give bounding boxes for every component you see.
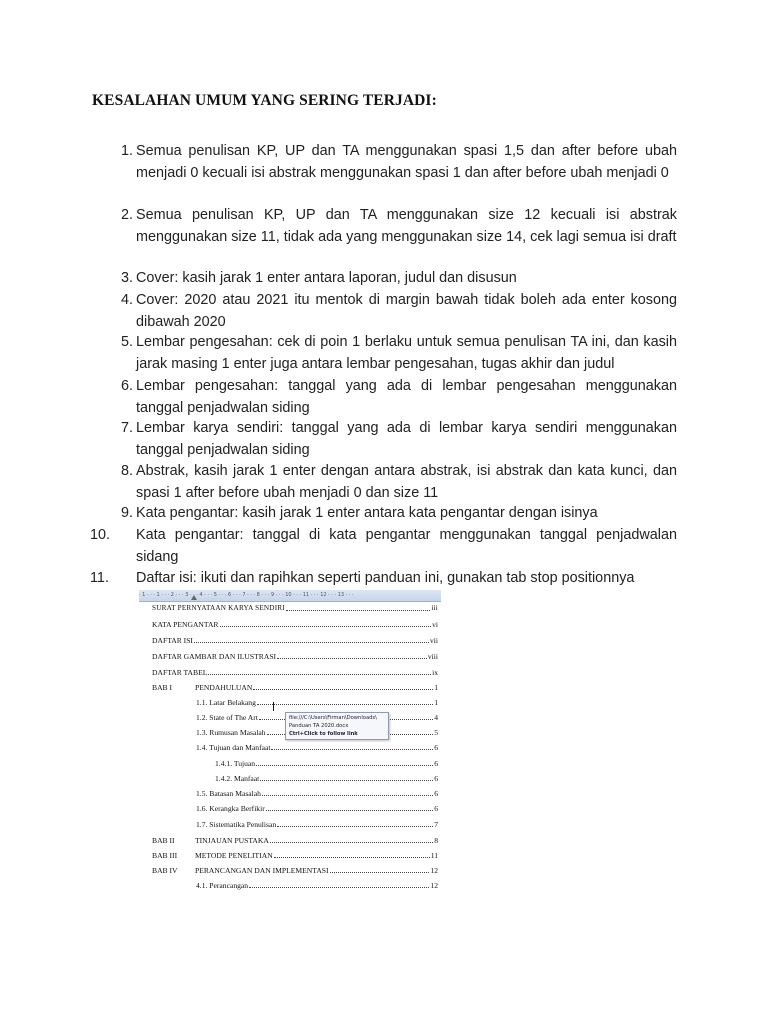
toc-page: vi [432, 620, 438, 629]
toc-page: 1 [434, 683, 438, 692]
toc-label: 1.4.2. Manfaat [215, 774, 260, 783]
tab-stop-marker-icon [191, 595, 197, 600]
toc-row [152, 681, 438, 694]
toc-leader [194, 642, 429, 643]
list-item [120, 461, 677, 504]
list-number: 2. [120, 207, 133, 223]
list-item [120, 418, 677, 461]
toc-page: 4 [434, 713, 438, 722]
toc-label: PENDAHULUAN [195, 683, 253, 692]
toc-leader [270, 842, 433, 843]
list-item [120, 376, 677, 419]
toc-leader [330, 872, 430, 873]
tooltip-path: file:///C:\Users\Firman\Downloads\ [289, 715, 377, 721]
toc-row [196, 818, 438, 831]
list-text: Lembar pengesahan: tanggal yang ada di lembar pengesahan menggunakan tanggal penjadwalan siding [136, 378, 677, 416]
toc-label: TINJAUAN PUSTAKA [195, 836, 269, 845]
toc-label: PERANCANGAN DAN IMPLEMENTASI [195, 866, 329, 875]
toc-label: 1.3. Rumusan Masalah [196, 728, 266, 737]
toc-page: 8 [434, 836, 438, 845]
toc-leader [257, 704, 433, 705]
toc-leader [220, 626, 432, 627]
toc-leader [260, 780, 433, 781]
toc-leader [262, 795, 433, 796]
toc-row [152, 634, 438, 647]
toc-row [196, 879, 438, 892]
list-number: 8. [120, 463, 133, 479]
list-text: Abstrak, kasih jarak 1 enter dengan antara abstrak, isi abstrak dan kata kunci, dan spasi 1 after before ubah menjadi 0 dan size 11 [136, 463, 677, 501]
toc-row [152, 666, 438, 679]
toc-row [215, 757, 438, 770]
toc-row [196, 802, 438, 815]
list-text: Kata pengantar: kasih jarak 1 enter antara kata pengantar dengan isinya [136, 505, 598, 521]
list-number: 9. [120, 505, 133, 521]
toc-label: 1.5. Batasan Masalah [196, 789, 261, 798]
toc-label: DAFTAR TABEL [152, 668, 208, 677]
list-text: Kata pengantar: tanggal di kata pengantar menggunakan tanggal penjadwalan sidang [136, 527, 677, 565]
toc-row [196, 741, 438, 754]
list-number: 3. [120, 270, 133, 286]
page-title: KESALAHAN UMUM YANG SERING TERJADI: [92, 92, 437, 109]
toc-label: KATA PENGANTAR [152, 620, 219, 629]
toc-page: 11 [430, 851, 438, 860]
list-text: Lembar karya sendiri: tanggal yang ada di lembar karya sendiri menggunakan tanggal penjadwalan siding [136, 420, 677, 458]
list-item [120, 141, 677, 184]
toc-leader [208, 674, 431, 675]
toc-label: DAFTAR ISI [152, 636, 193, 645]
toc-row [152, 849, 438, 862]
ruler-ticks: · 1 · · · 1 · · · 2 · · · 3 · · · 4 · · · 5 · · · 6 · · · 7 · · · 8 · · · 9 · · · 10 · · · 11 · · · 12 · · · 13 · · · [139, 592, 354, 598]
list-text: Semua penulisan KP, UP dan TA menggunakan spasi 1,5 dan after before ubah menjadi 0 kecuali isi abstrak menggunakan spasi 1 dan after before ubah menjadi 0 [136, 143, 677, 181]
text-cursor-icon [273, 702, 274, 711]
toc-page: ix [432, 668, 438, 677]
toc-leader [253, 689, 433, 690]
toc-row [196, 696, 438, 709]
toc-page: 5 [434, 728, 438, 737]
list-item [120, 268, 677, 290]
list-number: 4. [120, 292, 133, 308]
tooltip-hint: Ctrl+Click to follow link [289, 731, 358, 737]
list-item [90, 568, 677, 590]
toc-page: 7 [434, 820, 438, 829]
toc-label: METODE PENELITIAN [195, 851, 273, 860]
toc-leader [249, 887, 429, 888]
toc-page: 6 [434, 789, 438, 798]
list-item [90, 525, 677, 568]
list-text: Daftar isi: ikuti dan rapihkan seperti panduan ini, gunakan tab stop positionnya [136, 570, 635, 586]
toc-leader [277, 658, 427, 659]
toc-page: vii [429, 636, 438, 645]
toc-label: 1.1. Latar Belakang [196, 698, 256, 707]
toc-label: 1.4.1. Tujuan [215, 759, 256, 768]
list-number: 5. [120, 334, 133, 350]
toc-chapter: BAB IV [152, 866, 178, 875]
toc-leader [256, 765, 433, 766]
toc-page: 6 [434, 743, 438, 752]
list-number: 11. [90, 570, 109, 586]
list-item [120, 332, 677, 375]
list-text: Semua penulisan KP, UP dan TA menggunakan size 12 kecuali isi abstrak menggunakan size 11, tidak ada yang menggunakan size 14, cek lagi semua isi draft [136, 207, 677, 245]
table-of-contents-screenshot [139, 590, 441, 892]
list-number: 6. [120, 378, 133, 394]
toc-leader [271, 749, 433, 750]
list-item [120, 205, 677, 248]
toc-page: viii [427, 652, 438, 661]
toc-row [152, 618, 438, 631]
toc-leader [266, 810, 433, 811]
toc-chapter: BAB III [152, 851, 178, 860]
toc-row [152, 650, 438, 663]
toc-label: SURAT PERNYATAAN KARYA SENDIRI [152, 604, 285, 612]
toc-page: iii [431, 604, 438, 612]
list-number: 1. [120, 143, 133, 159]
toc-row [215, 772, 438, 785]
toc-page: 12 [430, 881, 438, 890]
toc-chapter: BAB I [152, 683, 173, 692]
toc-row [152, 864, 438, 877]
list-text: Lembar pengesahan: cek di poin 1 berlaku untuk semua penulisan TA ini, dan kasih jarak masing 1 enter juga antara lembar pengesahan, tugas akhir dan judul [136, 334, 677, 372]
list-number: 10. [90, 527, 111, 543]
toc-label: 1.4. Tujuan dan Manfaat [196, 743, 271, 752]
hyperlink-tooltip [285, 712, 389, 740]
list-item [120, 290, 677, 333]
toc-label: 1.2. State of The Art [196, 713, 258, 722]
toc-label: 4.1. Perancangan [196, 881, 249, 890]
list-text: Cover: kasih jarak 1 enter antara laporan, judul dan disusun [136, 270, 517, 286]
toc-page: 6 [434, 759, 438, 768]
toc-row [152, 834, 438, 847]
toc-page: 6 [434, 774, 438, 783]
list-item [120, 503, 677, 525]
toc-label: DAFTAR GAMBAR DAN ILUSTRASI [152, 652, 277, 661]
toc-chapter: BAB II [152, 836, 175, 845]
toc-label: 1.7. Sistematika Penulisan [196, 820, 277, 829]
word-ruler [139, 590, 441, 602]
list-text: Cover: 2020 atau 2021 itu mentok di margin bawah tidak boleh ada enter kosong dibawah 2020 [136, 292, 677, 330]
toc-leader [277, 826, 433, 827]
toc-row [196, 787, 438, 800]
toc-leader [286, 610, 431, 611]
tooltip-file: Panduan TA 2020.docx [289, 723, 349, 729]
toc-row [152, 602, 438, 615]
toc-page: 1 [434, 698, 438, 707]
toc-page: 6 [434, 804, 438, 813]
toc-page: 12 [430, 866, 438, 875]
toc-label: 1.6. Kerangka Berfikir [196, 804, 265, 813]
toc-leader [274, 857, 430, 858]
list-number: 7. [120, 420, 133, 436]
